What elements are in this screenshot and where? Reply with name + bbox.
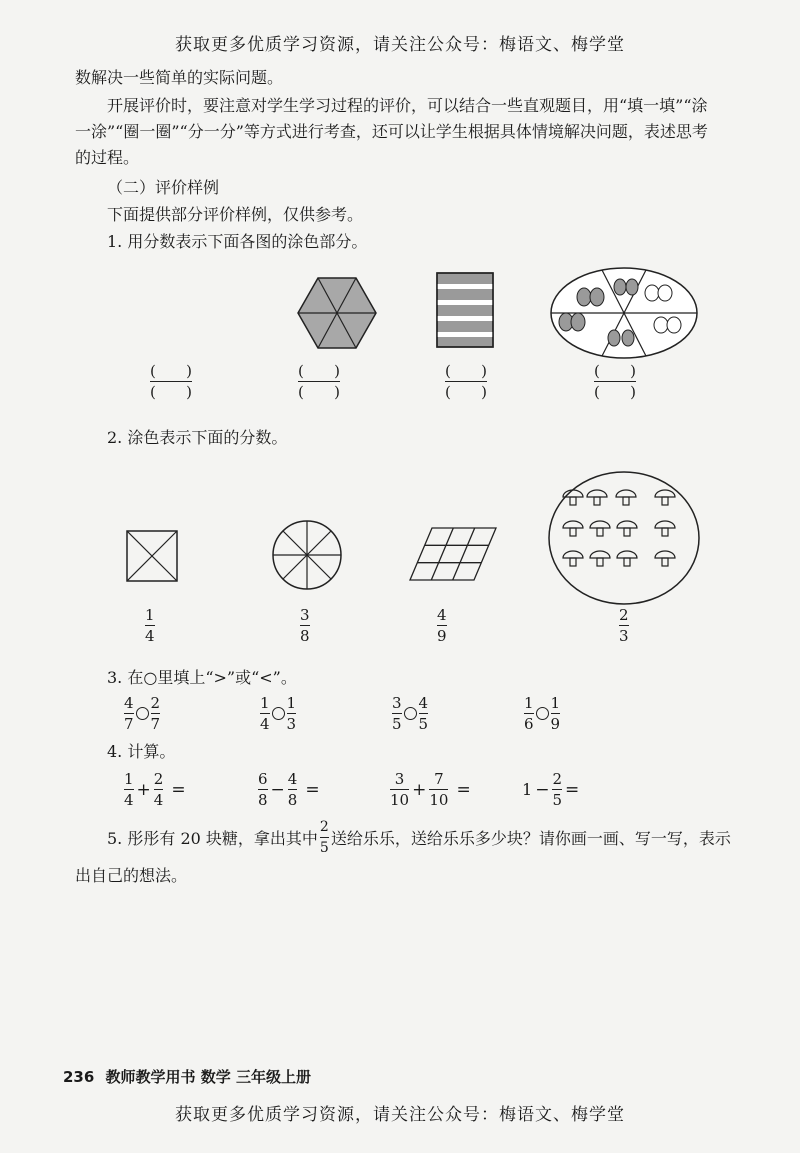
page-footer: [63, 1066, 311, 1087]
circle-eighths-blank-figure: [273, 521, 341, 589]
question-5-line-1: 5. 彤彤有 20 块糖，拿出其中 $\frac{2}{5}$ 送给乐乐，送给乐乐多少块？请你画一画、写一写，表示: [107, 819, 731, 856]
compare-item-4: $\frac{1}{6}$ $\frac{1}{9}$: [524, 694, 561, 733]
calc-item-2: $\frac{6}{8}$ − $\frac{4}{8}$ =: [258, 770, 320, 809]
target-fraction-2: 3 8: [300, 606, 310, 645]
parallelogram-grid-figure: [410, 528, 496, 580]
paragraph-line-3: 一涂”“圈一圈”“分一分”等方式进行考查，还可以让学生根据具体情境解决问题，表述思考: [75, 122, 708, 141]
oval-mushrooms-figure: [549, 472, 699, 604]
paragraph-line-2: 开展评价时，要注意对学生学习过程的评价，可以结合一些直观题目，用“填一填”“涂: [107, 96, 708, 115]
blank-fraction-1[interactable]: ( ) ( ): [150, 362, 192, 401]
compare-item-2: $\frac{1}{4}$ $\frac{1}{3}$: [260, 694, 297, 733]
page-number: 236: [63, 1068, 95, 1086]
book-title: 教师教学用书 数学 三年级上册: [105, 1068, 311, 1086]
question-4-title: 4. 计算。: [107, 742, 176, 761]
section-heading: （二）评价样例: [107, 178, 220, 197]
calc-item-1: $\frac{1}{4}$ + $\frac{2}{4}$ =: [124, 770, 186, 809]
paragraph-line-1: 数解决一些简单的实际问题。: [75, 68, 284, 87]
watermark-top: 获取更多优质学习资源，请关注公众号：梅语文、梅学堂: [175, 35, 625, 55]
compare-circle-4[interactable]: [536, 707, 549, 720]
target-fraction-1: 1 4: [145, 606, 155, 645]
calc-item-3: $\frac{3}{10}$ + $\frac{7}{10}$ =: [390, 770, 471, 809]
square-quarters-figure: [127, 531, 177, 581]
target-fraction-3: 4 9: [437, 606, 447, 645]
question-1-title: 1. 用分数表示下面各图的涂色部分。: [107, 232, 368, 251]
watermark-bottom: 获取更多优质学习资源，请关注公众号：梅语文、梅学堂: [175, 1105, 625, 1125]
compare-item-3: $\frac{3}{5}$ $\frac{4}{5}$: [392, 694, 429, 733]
paragraph-line-4: 的过程。: [75, 148, 140, 167]
target-fraction-4: 2 3: [619, 606, 629, 645]
question-2-title: 2. 涂色表示下面的分数。: [107, 428, 288, 447]
section-intro: 下面提供部分评价样例，仅供参考。: [107, 205, 364, 224]
calc-item-4: 1 − $\frac{2}{5}$ =: [522, 770, 580, 809]
question-5-line-2: 出自己的想法。: [75, 866, 188, 885]
compare-circle-1[interactable]: [136, 707, 149, 720]
blank-fraction-2[interactable]: ( ) ( ): [298, 362, 340, 401]
compare-circle-2[interactable]: [272, 707, 285, 720]
compare-circle-3[interactable]: [404, 707, 417, 720]
compare-item-1: $\frac{4}{7}$ $\frac{2}{7}$: [124, 694, 161, 733]
question-3-title: 3. 在○里填上“>”或“<”。: [107, 668, 297, 687]
blank-fraction-4[interactable]: ( ) ( ): [594, 362, 636, 401]
blank-fraction-3[interactable]: ( ) ( ): [445, 362, 487, 401]
